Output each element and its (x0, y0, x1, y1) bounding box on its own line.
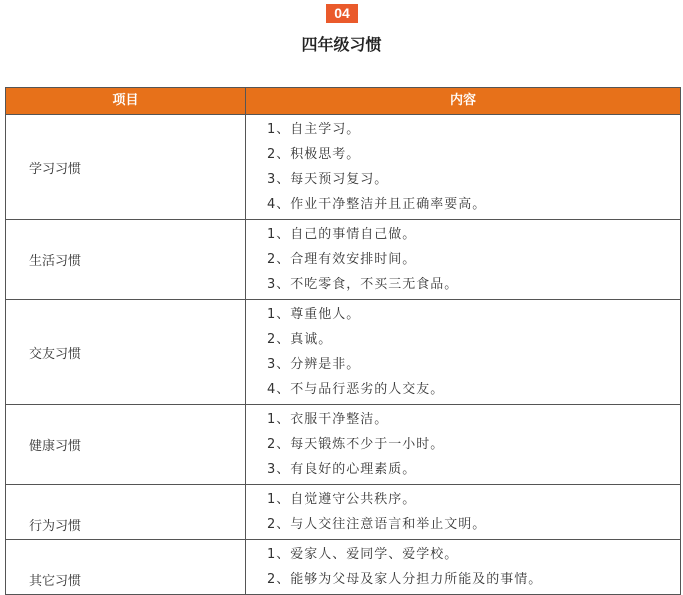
row-items (246, 405, 681, 485)
table-row (6, 485, 681, 540)
list-item: 1、爱家人、爱同学、爱学校。 (267, 547, 459, 562)
row-label: 生活习惯 (6, 220, 246, 300)
row-items (246, 540, 681, 595)
column-header-content: 内容 (246, 88, 681, 115)
list-item: 2、积极思考。 (267, 147, 361, 162)
list-item: 1、自主学习。 (267, 122, 361, 137)
row-label: 行为习惯 (6, 485, 246, 540)
list-item: 2、每天锻炼不少于一小时。 (267, 437, 445, 452)
table-row (6, 220, 681, 300)
list-item: 3、不吃零食，不买三无食品。 (267, 277, 459, 292)
table-header-row (6, 88, 681, 115)
list-item: 1、自觉遵守公共秩序。 (267, 492, 417, 507)
list-item: 2、与人交往注意语言和举止文明。 (267, 517, 487, 532)
table-row (6, 405, 681, 485)
habits-table (5, 87, 681, 595)
section-number-badge: 04 (326, 4, 358, 23)
row-label: 健康习惯 (6, 405, 246, 485)
list-item: 1、尊重他人。 (267, 307, 361, 322)
row-label: 其它习惯 (6, 540, 246, 595)
row-items (246, 115, 681, 220)
list-item: 2、真诚。 (267, 332, 333, 347)
row-label: 学习习惯 (6, 115, 246, 220)
list-item: 2、能够为父母及家人分担力所能及的事情。 (267, 572, 543, 587)
list-item: 3、分辨是非。 (267, 357, 361, 372)
column-header-item: 项目 (6, 88, 246, 115)
list-item: 1、自己的事情自己做。 (267, 227, 417, 242)
list-item: 4、作业干净整洁并且正确率要高。 (267, 197, 487, 212)
row-label: 交友习惯 (6, 300, 246, 405)
row-items (246, 485, 681, 540)
list-item: 2、合理有效安排时间。 (267, 252, 417, 267)
list-item: 4、不与品行恶劣的人交友。 (267, 382, 445, 397)
list-item: 3、每天预习复习。 (267, 172, 389, 187)
list-item: 3、有良好的心理素质。 (267, 462, 417, 477)
table-row (6, 300, 681, 405)
table-row (6, 115, 681, 220)
row-items (246, 300, 681, 405)
row-items (246, 220, 681, 300)
table-row (6, 540, 681, 595)
page-title: 四年级习惯 (301, 35, 382, 54)
list-item: 1、衣服干净整洁。 (267, 412, 389, 427)
